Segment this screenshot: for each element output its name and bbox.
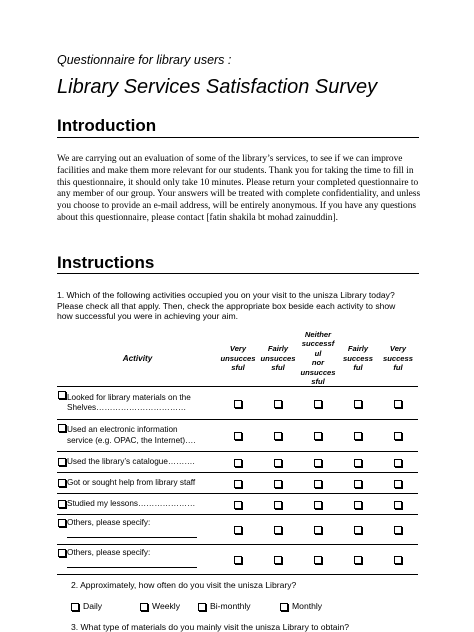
rating-checkbox[interactable]	[314, 480, 322, 488]
question-2: 2. Approximately, how often do you visit the unisza Library?	[71, 580, 297, 590]
activity-cell	[57, 494, 218, 515]
activity-label: Others, please specify:	[67, 518, 151, 528]
column-header-very-unsuccessful	[218, 330, 258, 387]
activity-checkbox[interactable]	[58, 519, 66, 527]
question-3: 3. What type of materials do you mainly visit the unisza Library to obtain?	[71, 622, 350, 632]
table-header-row	[57, 330, 418, 387]
header-word: ful	[393, 362, 403, 372]
rating-cell	[338, 387, 378, 420]
intro-line: about this questionnaire, please contact [fatin shakila bt mohad zainuddin].	[57, 212, 338, 223]
activity-rating-table	[57, 330, 418, 575]
header-word: Neither	[304, 330, 332, 339]
header-word: success	[383, 353, 413, 363]
rating-cell	[218, 420, 258, 452]
rating-cell	[338, 473, 378, 494]
rating-checkbox[interactable]	[354, 400, 362, 408]
activity-label: Got or sought help from library staff	[67, 478, 196, 488]
rating-checkbox[interactable]	[274, 480, 282, 488]
questionnaire-subtitle: Questionnaire for library users :	[57, 53, 232, 67]
rating-cell	[298, 452, 338, 473]
rating-cell	[338, 515, 378, 545]
rating-cell	[218, 515, 258, 545]
rating-checkbox[interactable]	[234, 526, 242, 534]
rating-checkbox[interactable]	[394, 459, 402, 467]
rating-cell	[378, 494, 418, 515]
column-header-activity: Activity	[57, 330, 218, 387]
option-checkbox[interactable]	[140, 603, 148, 611]
question-1-line: 1. Which of the following activities occupied you on your visit to the unisza Library today?	[57, 290, 395, 300]
rating-checkbox[interactable]	[274, 400, 282, 408]
rating-checkbox[interactable]	[394, 480, 402, 488]
option-label: Monthly	[292, 601, 323, 611]
rating-cell	[258, 452, 298, 473]
rating-cell	[338, 494, 378, 515]
rating-cell	[298, 387, 338, 420]
activity-label: Studied my lessons…………………	[67, 499, 196, 509]
rating-checkbox[interactable]	[354, 501, 362, 509]
rating-checkbox[interactable]	[274, 556, 282, 564]
instructions-heading: Instructions	[57, 253, 155, 272]
table-row	[57, 452, 418, 473]
activity-checkbox[interactable]	[58, 424, 66, 432]
option-bi-monthly[interactable]	[198, 601, 251, 611]
rating-checkbox[interactable]	[354, 432, 362, 440]
option-weekly[interactable]	[140, 601, 180, 611]
rating-checkbox[interactable]	[274, 432, 282, 440]
rating-checkbox[interactable]	[314, 400, 322, 408]
rating-cell	[298, 545, 338, 575]
activity-checkbox[interactable]	[58, 391, 66, 399]
rating-cell	[218, 473, 258, 494]
heading-divider	[57, 273, 419, 274]
rating-checkbox[interactable]	[234, 501, 242, 509]
activity-cell	[57, 545, 218, 575]
rating-checkbox[interactable]	[314, 526, 322, 534]
rating-checkbox[interactable]	[354, 459, 362, 467]
rating-checkbox[interactable]	[234, 556, 242, 564]
header-word: Very	[389, 344, 407, 354]
rating-checkbox[interactable]	[234, 400, 242, 408]
column-header-fairly-successful	[338, 330, 378, 387]
activity-cell	[57, 473, 218, 494]
intro-line: you choose to provide an e-mail address, will be entirely anonymous. If you have any questions	[57, 201, 417, 212]
option-checkbox[interactable]	[71, 603, 79, 611]
column-header-very-successful	[378, 330, 418, 387]
rating-cell	[298, 515, 338, 545]
activity-checkbox[interactable]	[58, 549, 66, 557]
table-row	[57, 420, 418, 452]
introduction-heading: Introduction	[57, 116, 157, 135]
table-row	[57, 387, 418, 420]
rating-cell	[378, 515, 418, 545]
rating-checkbox[interactable]	[274, 526, 282, 534]
specify-line[interactable]	[67, 529, 218, 542]
rating-cell	[218, 452, 258, 473]
option-checkbox[interactable]	[280, 603, 288, 611]
rating-cell	[218, 387, 258, 420]
rating-checkbox[interactable]	[394, 501, 402, 509]
question-1-line: Please check all that apply. Then, check the appropriate box beside each activity to show	[57, 300, 396, 311]
header-word: Fairly	[347, 344, 369, 354]
rating-cell	[338, 420, 378, 452]
header-word: successf	[301, 339, 335, 349]
rating-cell	[258, 420, 298, 452]
heading-divider	[57, 137, 419, 138]
rating-checkbox[interactable]	[234, 480, 242, 488]
rating-cell	[378, 452, 418, 473]
table-row	[57, 494, 418, 515]
rating-cell	[298, 420, 338, 452]
rating-cell	[218, 545, 258, 575]
rating-cell	[258, 494, 298, 515]
option-daily[interactable]	[71, 601, 102, 611]
rating-cell	[378, 387, 418, 420]
header-word: sful	[231, 362, 245, 372]
rating-cell	[378, 420, 418, 452]
rating-cell	[218, 494, 258, 515]
activity-label: Used the library’s catalogue……….	[67, 457, 195, 467]
survey-title: Library Services Satisfaction Survey	[57, 76, 378, 98]
rating-checkbox[interactable]	[354, 556, 362, 564]
intro-line: We are carrying out an evaluation of some of the library’s services, to see if we can improve	[57, 154, 403, 164]
rating-checkbox[interactable]	[394, 556, 402, 564]
header-word: success	[343, 353, 373, 363]
rating-cell	[338, 452, 378, 473]
header-word: sful	[311, 377, 325, 387]
option-checkbox[interactable]	[198, 603, 206, 611]
rating-cell	[378, 473, 418, 494]
rating-cell	[258, 473, 298, 494]
column-header-fairly-unsuccessful	[258, 330, 298, 387]
rating-checkbox[interactable]	[314, 432, 322, 440]
activity-cell	[57, 452, 218, 473]
activity-label-cont: Shelves……………………………	[67, 403, 187, 413]
activity-cell	[57, 387, 218, 420]
option-label: Bi-monthly	[210, 601, 251, 611]
header-word: unsucces	[260, 353, 296, 363]
rating-checkbox[interactable]	[314, 459, 322, 467]
header-word: ul	[314, 348, 322, 358]
activity-checkbox[interactable]	[58, 479, 66, 487]
column-header-neither	[298, 330, 338, 387]
rating-cell	[258, 387, 298, 420]
specify-line[interactable]	[67, 559, 218, 572]
activity-label: Others, please specify:	[67, 548, 151, 558]
rating-checkbox[interactable]	[234, 459, 242, 467]
header-word: unsucces	[220, 353, 256, 363]
header-word: Very	[229, 344, 247, 354]
option-label: Weekly	[152, 601, 181, 611]
rating-checkbox[interactable]	[314, 556, 322, 564]
table-row	[57, 515, 418, 545]
rating-checkbox[interactable]	[234, 432, 242, 440]
intro-line: facilities and make them more relevant for our students. Thank you for taking the time to fill in	[57, 165, 414, 176]
rating-checkbox[interactable]	[314, 501, 322, 509]
header-word: ful	[353, 362, 363, 372]
activity-label: Looked for library materials on the	[67, 392, 191, 402]
rating-checkbox[interactable]	[354, 480, 362, 488]
header-word: unsucces	[300, 367, 336, 377]
rating-cell	[258, 545, 298, 575]
rating-checkbox[interactable]	[354, 526, 362, 534]
rating-checkbox[interactable]	[394, 400, 402, 408]
rating-cell	[298, 473, 338, 494]
rating-cell	[258, 515, 298, 545]
activity-label: Used an electronic information	[67, 425, 178, 435]
activity-label-cont: service (e.g. OPAC, the Internet)….	[67, 435, 196, 445]
intro-line: this questionnaire, it should only take 10 minutes. Please return your completed questionnaire to	[57, 177, 419, 188]
header-word: nor	[311, 358, 325, 368]
activity-cell	[57, 420, 218, 452]
activity-checkbox[interactable]	[58, 500, 66, 508]
rating-checkbox[interactable]	[274, 459, 282, 467]
table-row	[57, 473, 418, 494]
rating-cell	[378, 545, 418, 575]
rating-cell	[338, 545, 378, 575]
table-row	[57, 545, 418, 575]
option-label: Daily	[83, 601, 103, 611]
option-monthly[interactable]	[280, 601, 322, 611]
intro-line: any member of our group. Your answers will be treated with complete confidentiality, and unless	[57, 189, 421, 200]
header-word: sful	[271, 362, 285, 372]
activity-cell	[57, 515, 218, 545]
rating-checkbox[interactable]	[274, 501, 282, 509]
rating-checkbox[interactable]	[394, 526, 402, 534]
rating-cell	[298, 494, 338, 515]
activity-checkbox[interactable]	[58, 458, 66, 466]
rating-checkbox[interactable]	[394, 432, 402, 440]
question-1	[57, 290, 427, 322]
introduction-paragraph	[57, 154, 423, 225]
question-1-line: how successful you were in achieving your aim.	[57, 311, 239, 322]
header-word: Fairly	[267, 344, 289, 354]
